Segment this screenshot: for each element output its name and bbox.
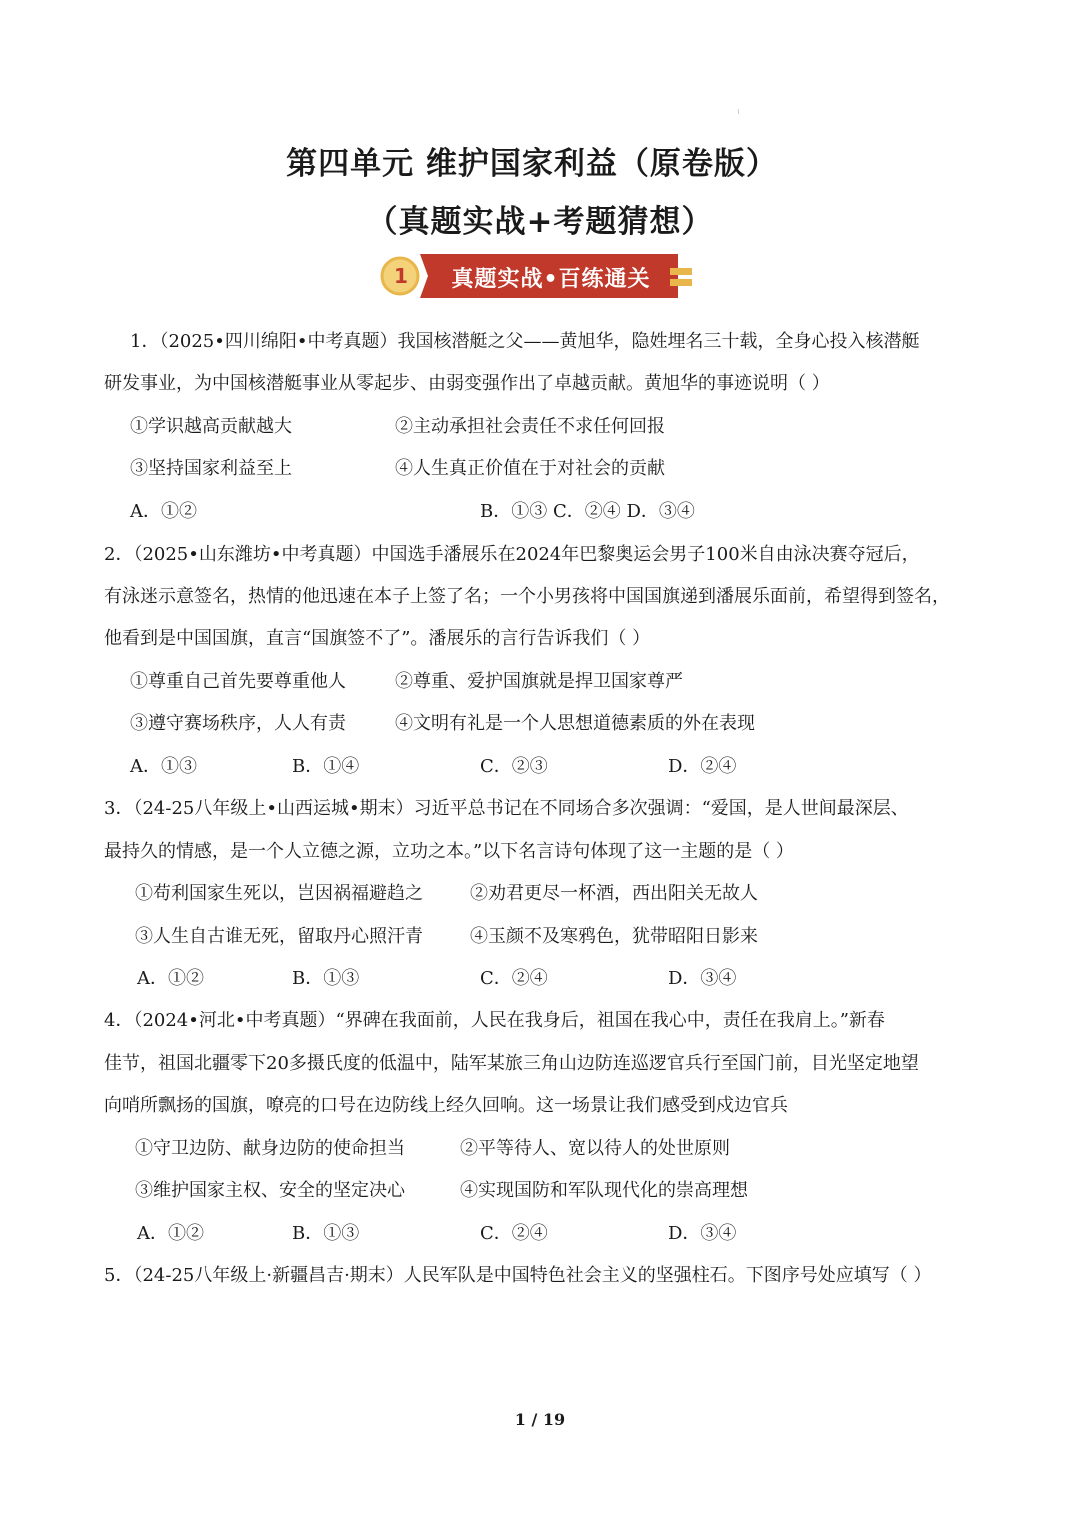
option-b[interactable]: B．①③: [292, 968, 360, 989]
option-d[interactable]: D．②④: [668, 756, 737, 777]
statement-1: ①学识越高贡献越大: [130, 416, 292, 437]
statement-4: ④玉颜不及寒鸦色，犹带昭阳日影来: [470, 926, 758, 947]
statement-2: ②平等待人、宽以待人的处世原则: [460, 1138, 730, 1159]
statement-1: ①尊重自己首先要尊重他人: [130, 671, 346, 692]
question-stem: 有泳迷示意签名，热情的他迅速在本子上签了名；一个小男孩将中国国旗递到潘展乐面前，希望得到签名，: [104, 586, 950, 607]
statement-1: ①苟利国家生死以，岂因祸福避趋之: [135, 883, 423, 904]
statement-2: ②尊重、爱护国旗就是捍卫国家尊严: [395, 671, 683, 692]
statement-3: ③人生自古谁无死，留取丹心照汗青: [135, 926, 423, 947]
document-title: 第四单元 维护国家利益（原卷版）: [286, 146, 778, 182]
document-subtitle: （真题实战+考题猜想）: [366, 204, 714, 240]
question-stem: 1．（2025•四川绵阳•中考真题）我国核潜艇之父——黄旭华，隐姓埋名三十载，全身心投入核潜艇: [130, 331, 920, 352]
statement-4: ④实现国防和军队现代化的崇高理想: [460, 1180, 748, 1201]
banner-tab: [670, 268, 692, 275]
banner-label: 真题实战•百练通关: [451, 267, 651, 292]
banner-tab: [670, 279, 692, 286]
question-stem: 研发事业，为中国核潜艇事业从零起步、由弱变强作出了卓越贡献。黄旭华的事迹说明（ ）: [104, 373, 830, 394]
question-stem: 他看到是中国国旗，直言“国旗签不了”。潘展乐的言行告诉我们（ ）: [104, 628, 651, 649]
option-b-c-d[interactable]: B．①③ C．②④ D．③④: [480, 501, 695, 522]
banner-number: 1: [394, 264, 408, 288]
statement-3: ③遵守赛场秩序，人人有责: [130, 713, 346, 734]
page-mark: [738, 109, 739, 114]
option-d[interactable]: D．③④: [668, 1223, 737, 1244]
option-c[interactable]: C．②④: [480, 968, 548, 989]
question-stem: 向哨所飘扬的国旗，嘹亮的口号在边防线上经久回响。这一场景让我们感受到戍边官兵: [104, 1095, 788, 1116]
option-c[interactable]: C．②④: [480, 1223, 548, 1244]
page-number: 1 / 19: [514, 1410, 566, 1429]
option-a[interactable]: A．①②: [137, 968, 204, 989]
option-b[interactable]: B．①④: [292, 756, 360, 777]
statement-3: ③坚持国家利益至上: [130, 458, 292, 479]
option-a[interactable]: A．①②: [130, 501, 197, 522]
question-stem: 2．（2025•山东潍坊•中考真题）中国选手潘展乐在2024年巴黎奥运会男子100米自由泳决赛夺冠后，: [104, 544, 920, 565]
option-a[interactable]: A．①③: [130, 756, 197, 777]
question-stem: 佳节，祖国北疆零下20多摄氏度的低温中，陆军某旅三角山边防连巡逻官兵行至国门前，目光坚定地望: [104, 1053, 919, 1074]
statement-3: ③维护国家主权、安全的坚定决心: [135, 1180, 405, 1201]
option-d[interactable]: D．③④: [668, 968, 737, 989]
question-stem: 最持久的情感，是一个人立德之源，立功之本。”以下名言诗句体现了这一主题的是（ ）: [104, 841, 794, 862]
statement-2: ②主动承担社会责任不求任何回报: [395, 416, 665, 437]
question-stem: 5．（24-25八年级上·新疆昌吉·期末）人民军队是中国特色社会主义的坚强柱石。下图序号处应填写（ ）: [104, 1265, 932, 1286]
statement-4: ④文明有礼是一个人思想道德素质的外在表现: [395, 713, 755, 734]
option-a[interactable]: A．①②: [137, 1223, 204, 1244]
statement-1: ①守卫边防、献身边防的使命担当: [135, 1138, 405, 1159]
option-b[interactable]: B．①③: [292, 1223, 360, 1244]
question-stem: 3．（24-25八年级上•山西运城•期末）习近平总书记在不同场合多次强调：“爱国，是人世间最深层、: [104, 798, 909, 819]
statement-4: ④人生真正价值在于对社会的贡献: [395, 458, 665, 479]
statement-2: ②劝君更尽一杯酒，西出阳关无故人: [470, 883, 758, 904]
option-c[interactable]: C．②③: [480, 756, 548, 777]
question-stem: 4．（2024•河北•中考真题）“界碑在我面前，人民在我身后，祖国在我心中，责任在我肩上。”新春: [104, 1010, 885, 1031]
